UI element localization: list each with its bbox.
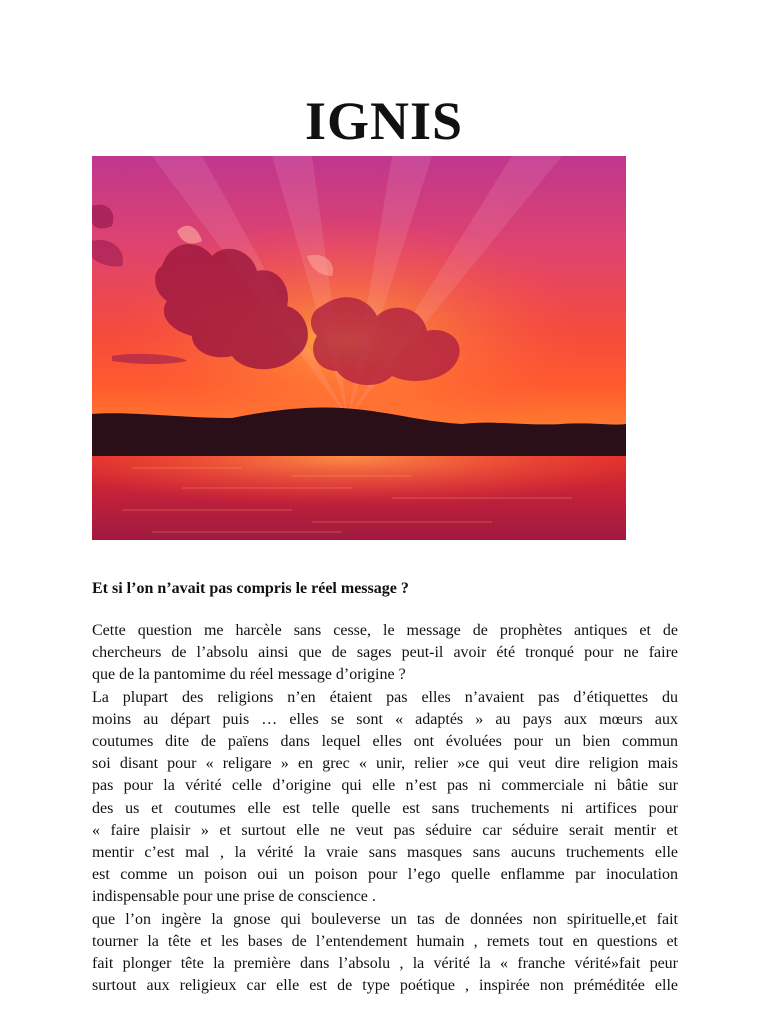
sunset-photo: [92, 156, 626, 540]
text-line: pas pour la vérité celle d’origine qui elle n’est pas ni commerciale ni bâtie sur: [92, 777, 678, 795]
text-line: Cette question me harcèle sans cesse, le message de prophètes antiques et de: [92, 622, 678, 639]
text-line: coutumes dite de païens dans lequel elles ont évoluées pour un bien commun: [92, 733, 678, 751]
section-heading: Et si l’on n’avait pas compris le réel message ?: [92, 580, 409, 597]
text-line: est comme un poison oui un poison pour l’ego quelle enflamme par inoculation: [92, 866, 678, 884]
text-line: tourner la tête et les bases de l’entendement humain , remets tout en questions et: [92, 932, 678, 950]
text-line: moins au départ puis … elles se sont « adaptés » au pays aux mœurs aux: [92, 710, 678, 728]
text-line: que l’on ingère la gnose qui bouleverse un tas de données non spirituelle,et fait: [92, 910, 678, 928]
text-line: chercheurs de l’absolu ainsi que de sages peut-il avoir été tronqué pour ne faire: [92, 644, 678, 662]
text-line: indispensable pour une prise de conscience .: [92, 888, 376, 906]
text-line: des us et coutumes elle est telle quelle est sans truchements ni artifices pour: [92, 799, 678, 817]
text-line: fait plonger tête la première dans l’absolu , la vérité la « franche vérité»fait peur: [92, 955, 678, 973]
text-line: La plupart des religions n’en étaient pas elles n’avaient pas d’étiquettes du: [92, 688, 678, 706]
text-line: soi disant pour « religare » en grec « unir, relier »ce qui veut dire religion mais: [92, 755, 678, 773]
body-text: [92, 620, 678, 997]
document-title: IGNIS: [304, 91, 464, 151]
text-line: « faire plaisir » et surtout elle ne veut pas séduire car séduire serait mentir et: [92, 821, 678, 839]
text-line: surtout aux religieux car elle est de type poétique , inspirée non préméditée elle: [92, 977, 678, 995]
text-line: que de la pantomime du réel message d’origine ?: [92, 666, 406, 684]
text-line: mentir c’est mal , la vérité la vraie sans masques sans aucuns truchements elle: [92, 844, 678, 862]
